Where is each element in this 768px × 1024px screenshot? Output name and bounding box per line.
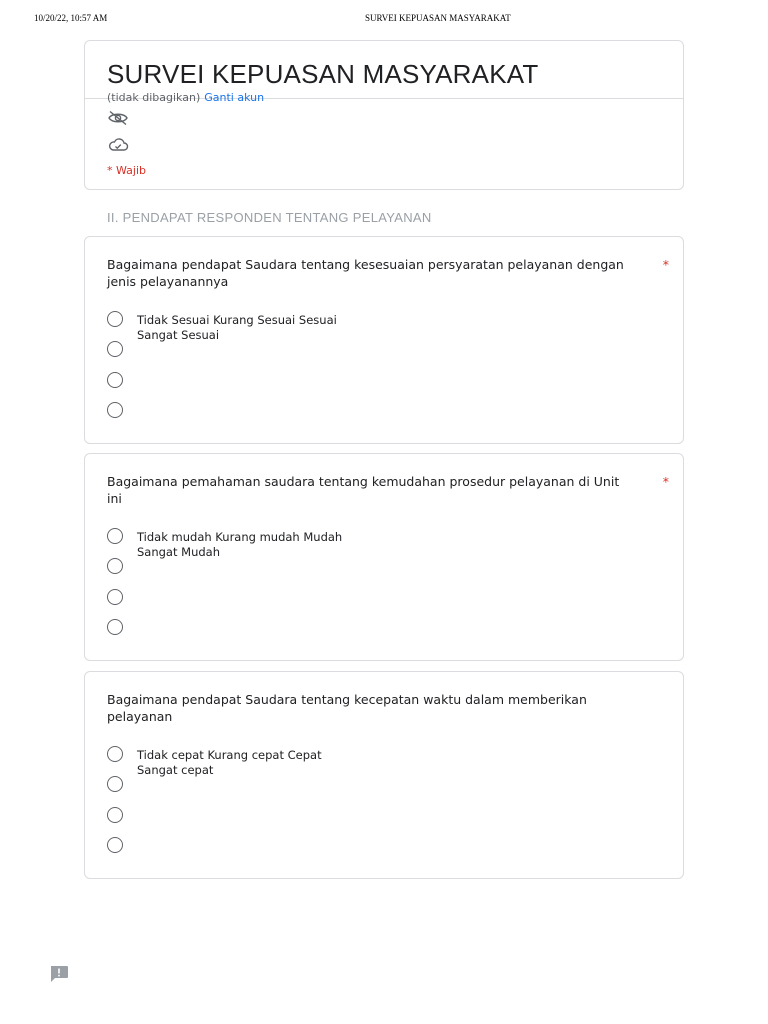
required-asterisk: *: [662, 474, 669, 489]
question-text-line: Bagaimana pendapat Saudara tentang kesesuaian persyaratan pelayanan dengan: [107, 257, 624, 272]
option-label-line: Tidak mudah Kurang mudah Mudah: [137, 530, 343, 544]
radio-option-3[interactable]: [107, 807, 123, 823]
radio-option-1[interactable]: [107, 746, 123, 762]
required-asterisk: *: [662, 257, 669, 272]
option-labels: [137, 313, 337, 343]
question-text-line: pelayanan: [107, 708, 173, 724]
radio-option-2[interactable]: [107, 341, 123, 357]
account-row: [107, 91, 264, 104]
question-text-line: Bagaimana pemahaman saudara tentang kemudahan prosedur pelayanan di Unit: [107, 474, 620, 489]
option-labels: [137, 530, 342, 560]
option-labels: [137, 748, 322, 778]
print-title: SURVEI KEPUASAN MASYARAKAT: [365, 13, 511, 23]
section-heading: II. PENDAPAT RESPONDEN TENTANG PELAYANAN: [107, 210, 432, 225]
required-note: * Wajib: [107, 164, 147, 177]
option-label-line: Tidak Sesuai Kurang Sesuai Sesuai: [137, 313, 337, 327]
print-header: [0, 13, 768, 27]
radio-option-1[interactable]: [107, 311, 123, 327]
print-timestamp: 10/20/22, 10:57 AM: [34, 13, 108, 23]
question-card-2: [84, 453, 684, 661]
radio-option-4[interactable]: [107, 619, 123, 635]
switch-account-link[interactable]: Ganti akun: [204, 91, 265, 104]
question-text-line: jenis pelayanannya: [107, 273, 229, 289]
question-card-3: [84, 671, 684, 879]
option-label-line: Sangat cepat: [137, 763, 214, 777]
option-label-line: Tidak cepat Kurang cepat Cepat: [137, 748, 322, 762]
radio-option-1[interactable]: [107, 528, 123, 544]
option-label-line: Sangat Mudah: [137, 545, 220, 559]
question-text-line: Bagaimana pendapat Saudara tentang kecepatan waktu dalam memberikan: [107, 692, 587, 707]
form-title: SURVEI KEPUASAN MASYARAKAT: [107, 59, 539, 89]
cloud-check-icon: [107, 137, 129, 153]
radio-option-2[interactable]: [107, 776, 123, 792]
question-text: [107, 257, 669, 290]
question-card-1: [84, 236, 684, 444]
question-text: [107, 474, 669, 507]
form-header-card: [84, 40, 684, 190]
radio-option-3[interactable]: [107, 372, 123, 388]
radio-option-2[interactable]: [107, 558, 123, 574]
option-label-line: Sangat Sesuai: [137, 328, 220, 342]
radio-option-4[interactable]: [107, 402, 123, 418]
question-text: [107, 692, 657, 725]
radio-option-3[interactable]: [107, 589, 123, 605]
question-text-line: ini: [107, 490, 122, 506]
report-feedback-icon[interactable]: [49, 965, 69, 983]
account-status: (tidak dibagikan): [107, 91, 201, 104]
radio-option-4[interactable]: [107, 837, 123, 853]
eye-off-icon: [107, 110, 129, 126]
